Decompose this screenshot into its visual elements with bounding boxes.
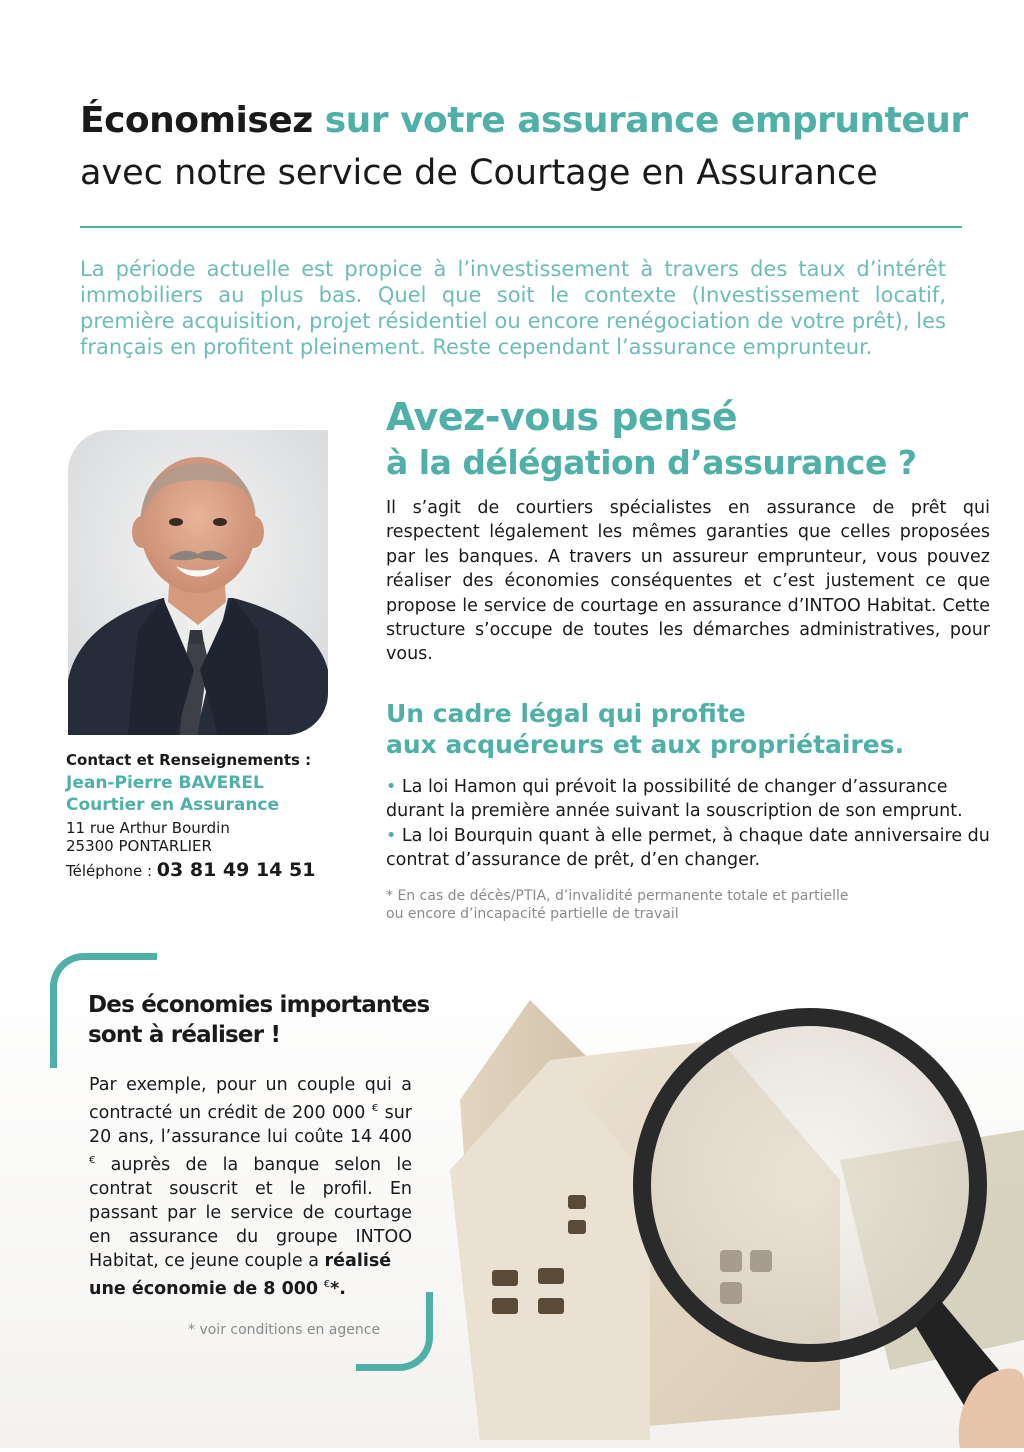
euro-sign: € — [89, 1154, 96, 1166]
savings-title-line2: sont à réaliser ! — [88, 1022, 281, 1048]
contact-name: Jean-Pierre BAVEREL — [66, 773, 264, 793]
delegation-title — [386, 394, 916, 486]
delegation-body: Il s’agit de courtiers spécialistes en assurance de prêt qui respectent légalement les mêmes garanties que celles proposées par les banques. A travers un assureur emprunteur, vous pouvez réaliser des économies conséquentes et c’est justement ce que propose le service de courtage en assurance d’INTOO Habitat. Cette structure s’occupe de toutes les démarches administratives, pour vous. — [386, 498, 990, 665]
savings-title-line1: Des économies importantes — [88, 992, 430, 1018]
legal-title — [386, 698, 904, 760]
delegation-title-line2: à la délégation d’assurance ? — [386, 443, 917, 482]
contact-name-block — [66, 772, 279, 816]
address-line1: 11 rue Arthur Bourdin — [66, 819, 230, 837]
legal-footnote: * En cas de décès/PTIA, d’invalidité permanente totale et partielle ou encore d’incapacité partielle de travail — [386, 888, 849, 922]
savings-title — [88, 990, 429, 1050]
contact-role: Courtier en Assurance — [66, 795, 280, 815]
savings-footnote: * voir conditions en agence — [188, 1322, 381, 1338]
savings-highlight-amount: une économie de 8 000 — [89, 1278, 319, 1299]
phone-number[interactable]: 03 81 49 14 51 — [156, 859, 316, 881]
intro-paragraph: La période actuelle est propice à l’investissement à travers des taux d’intérêt immobiliers au plus bas. Quel que soit le contexte (Investissement locatif, première acquisition, projet résidentiel ou encore renégociation de votre prêt), les français en profitent pleinement. Reste cependant l’assurance emprunteur. — [80, 257, 946, 359]
contact-address — [66, 819, 230, 855]
header-divider — [80, 226, 962, 228]
savings-body: Par exemple, pour un couple qui a contracté un crédit de 200 000 € sur 20 ans, l’assurance lui coûte 14 400 € auprès de la banque selon le contrat souscrit et le profil. En passant par le service de courtage en assurance du groupe INTOO Habitat, ce jeune couple a réalisé une économie de 8 000 €*. — [89, 1075, 412, 1299]
list-item: • La loi Hamon qui prévoit la possibilité de changer d’assurance durant la première année suivant la souscription de son emprunt. — [386, 777, 963, 822]
euro-sign: € — [323, 1278, 331, 1290]
contact-phone — [66, 859, 315, 881]
headline-black: Économisez — [80, 100, 313, 141]
legal-title-line2: aux acquéreurs et aux propriétaires. — [386, 730, 905, 759]
list-item: • La loi Bourquin quant à elle permet, à chaque date anniversaire du contrat d’assurance de prêt, d’en changer. — [386, 825, 990, 871]
bullet-icon: • — [386, 825, 397, 846]
house-magnifier-illustration — [420, 980, 1024, 1448]
headline-teal: sur votre assurance emprunteur — [324, 100, 968, 141]
legal-title-line1: Un cadre légal qui profite — [386, 699, 746, 728]
legal-list — [386, 775, 990, 873]
advisor-photo — [68, 430, 328, 735]
delegation-title-line1: Avez-vous pensé — [386, 395, 738, 439]
headline — [80, 100, 968, 141]
contact-title: Contact et Renseignements : — [66, 751, 312, 769]
euro-sign: € — [371, 1103, 379, 1114]
phone-label: Téléphone : — [66, 862, 153, 880]
address-line2: 25300 PONTARLIER — [66, 837, 212, 855]
bullet-icon: • — [386, 777, 397, 797]
savings-highlight: réalisé — [324, 1250, 392, 1271]
headline-line2: avec notre service de Courtage en Assurance — [80, 153, 878, 193]
